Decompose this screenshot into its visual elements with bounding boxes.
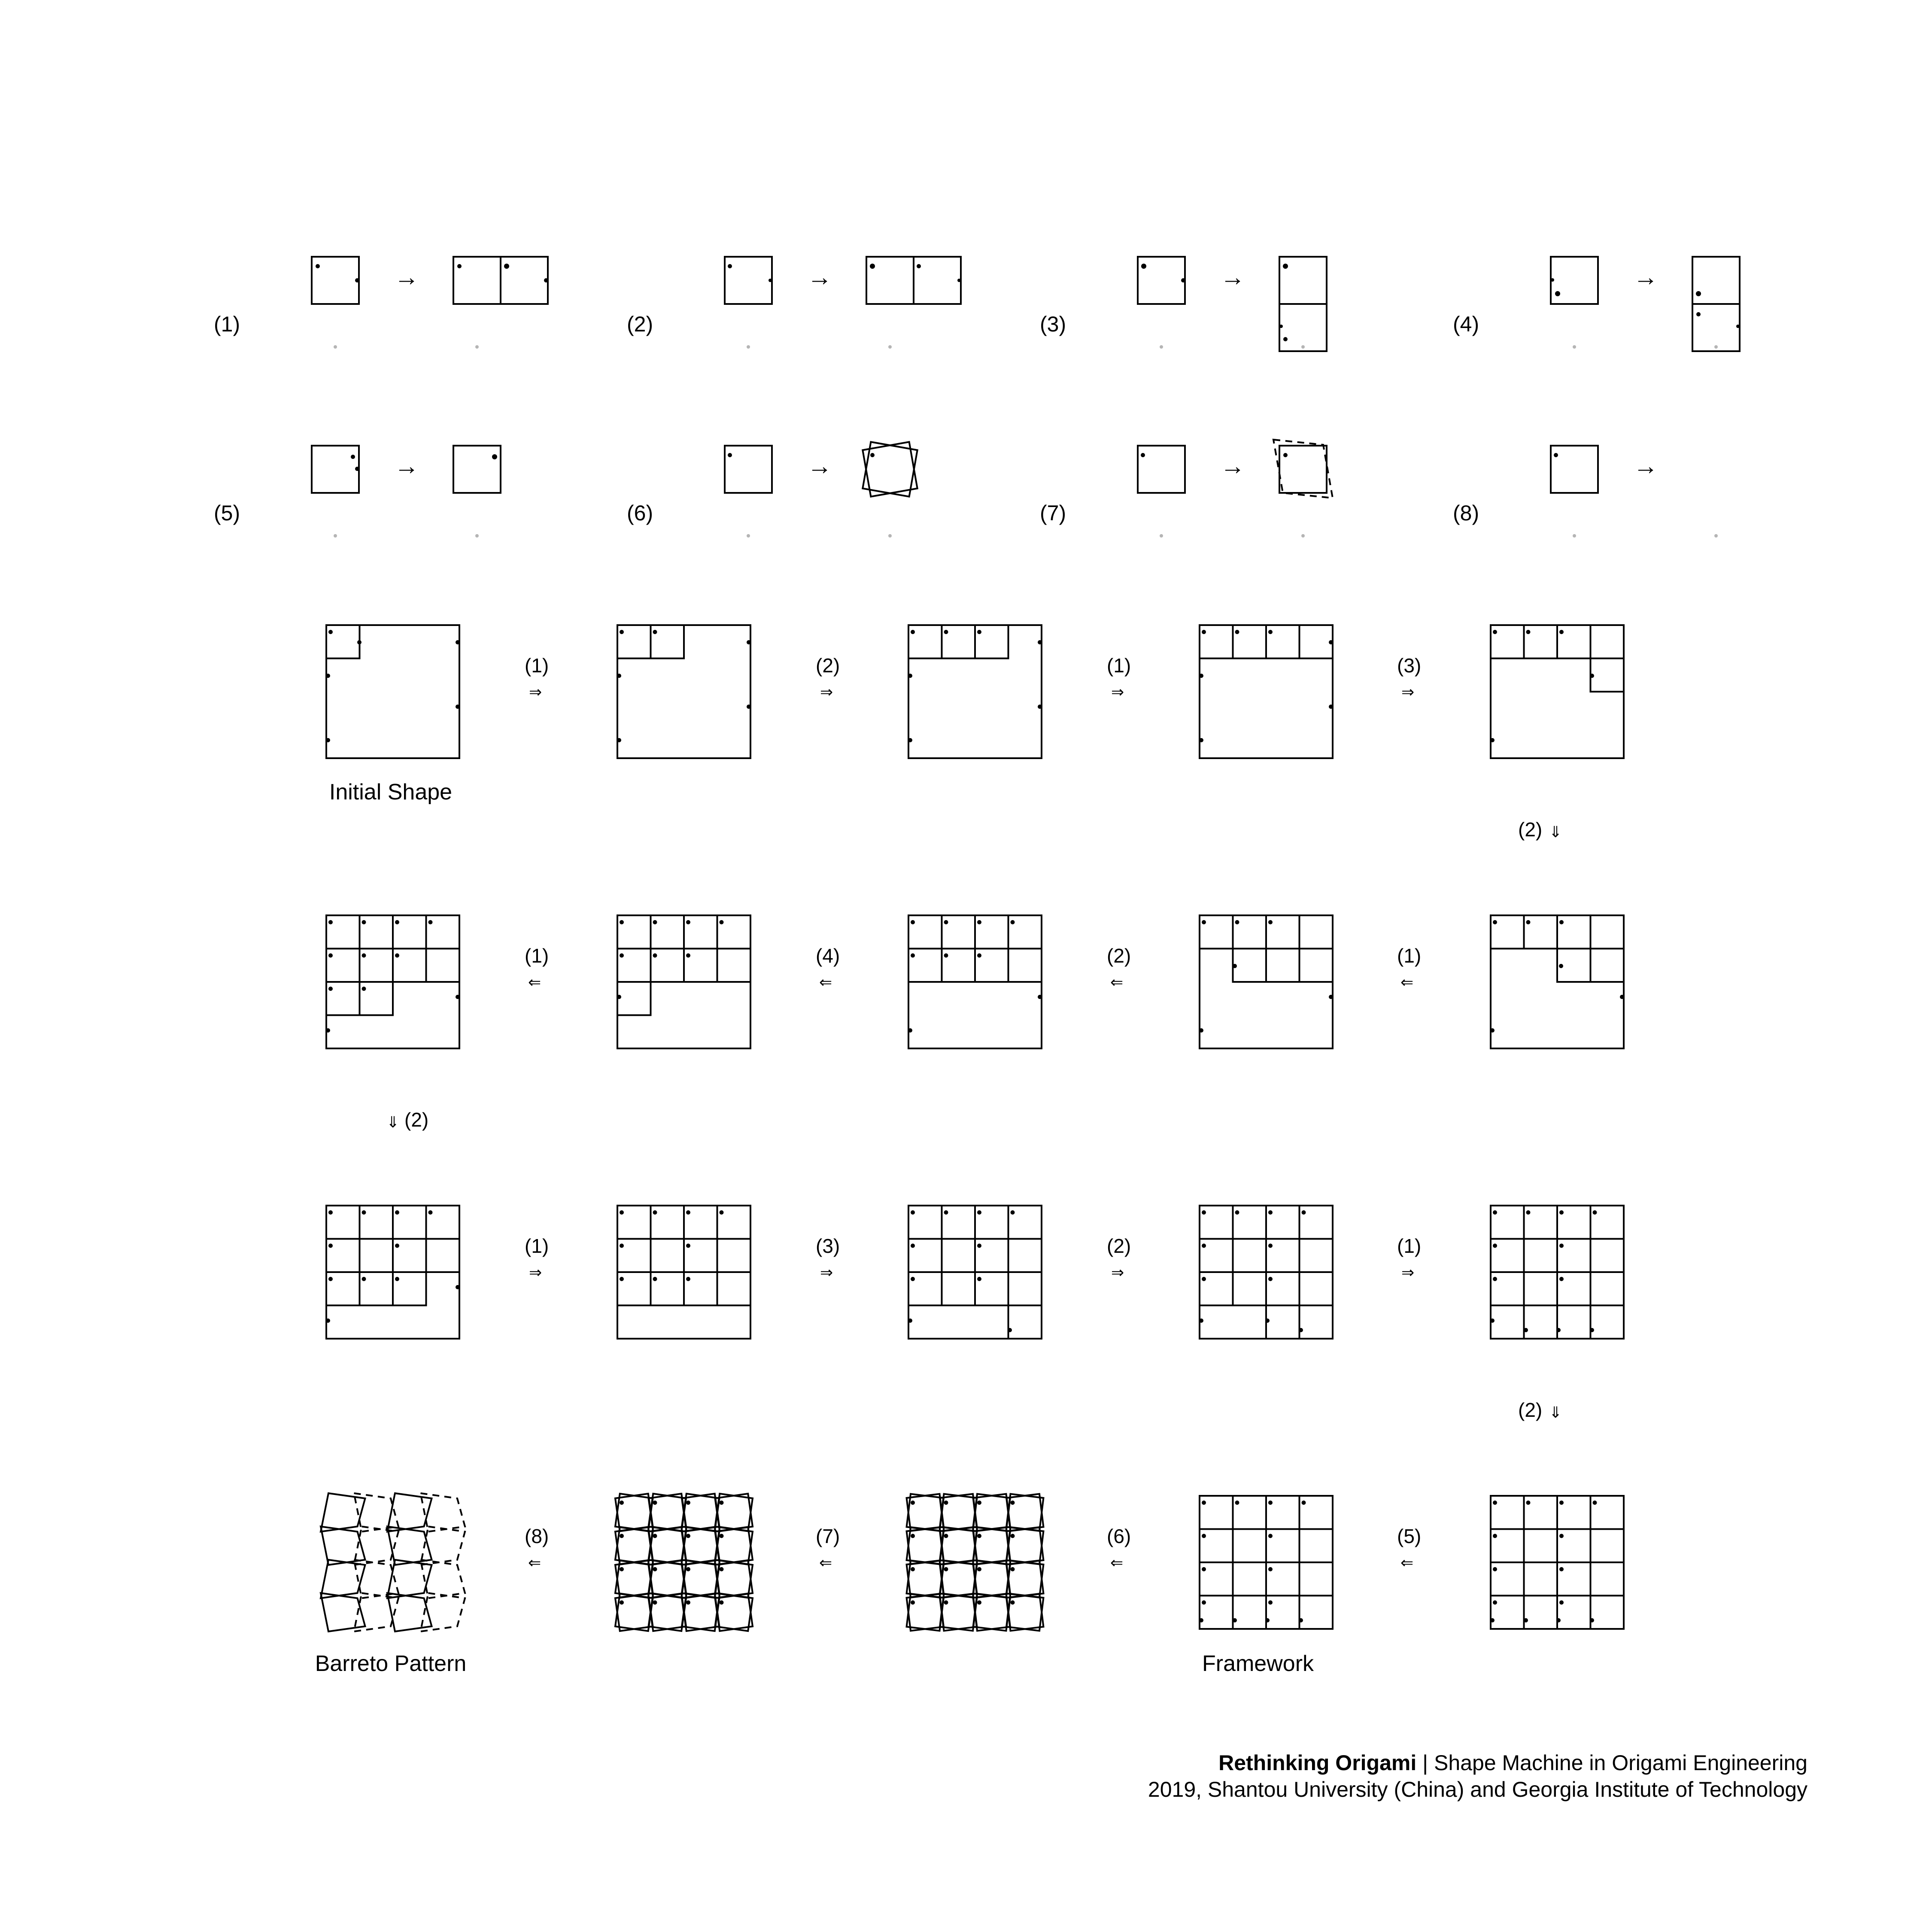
step-arrow-left: ⇐ <box>819 973 832 991</box>
step-label: (1) <box>1397 1235 1422 1257</box>
step-label: (3) <box>816 1235 840 1257</box>
rule-1-marker <box>504 264 509 269</box>
step-arrow-right: ⇒ <box>529 683 542 701</box>
step-arrow-down: ⇓ <box>1549 1403 1562 1421</box>
shape-row4-step3 <box>907 1494 1044 1631</box>
rule-7-square <box>1279 446 1327 493</box>
rule-7 <box>1040 440 1333 538</box>
step-arrow-right: ⇒ <box>1111 1264 1124 1281</box>
step-arrow-left: ⇐ <box>528 1554 541 1571</box>
rule-label-2: (2) <box>627 312 653 336</box>
row2-to-row3-transition <box>386 1109 428 1131</box>
rule-label-5: (5) <box>214 501 240 525</box>
step-arrow-right: ⇒ <box>1401 683 1415 701</box>
step-label: (1) <box>1107 654 1131 677</box>
rule-6 <box>627 442 917 538</box>
title-separator: | <box>1416 1751 1434 1775</box>
rule-4-left-square <box>1551 257 1598 304</box>
rule-4 <box>1453 257 1740 351</box>
shape-row2-step2 <box>1199 915 1333 1048</box>
shape-initial <box>326 625 460 758</box>
step-label: (4) <box>816 945 840 967</box>
step-arrow-left: ⇐ <box>528 973 541 991</box>
caption-initial-shape: Initial Shape <box>329 780 453 805</box>
transition-label: (2) <box>1518 1399 1543 1421</box>
row1-steps <box>525 654 1421 701</box>
row1-to-row2-transition <box>1518 818 1562 841</box>
rule-1-arrow: → <box>394 263 419 291</box>
step-label: (1) <box>1397 945 1422 967</box>
rule-1-marker <box>457 264 462 268</box>
rule-5-arrow: → <box>394 452 419 480</box>
shape-row4-step4 <box>615 1494 753 1631</box>
rule-1-marker <box>355 278 359 283</box>
row2-steps <box>525 945 1421 991</box>
row3-steps <box>525 1235 1421 1281</box>
rule-8-arrow: → <box>1633 452 1658 480</box>
shape-row1-step4 <box>1199 625 1333 758</box>
rule-5-right-square <box>453 446 501 493</box>
rule-6-left-square <box>725 446 772 493</box>
transition-label: (2) <box>404 1109 429 1131</box>
caption-barreto-pattern: Barreto Pattern <box>315 1651 467 1676</box>
shape-row3-step2 <box>617 1206 750 1339</box>
shape-row1-step5 <box>1490 625 1624 758</box>
rule-3-arrow: → <box>1220 263 1245 291</box>
rule-label-3: (3) <box>1040 312 1066 336</box>
shape-framework <box>1199 1496 1333 1629</box>
step-arrow-left: ⇐ <box>1400 1554 1414 1571</box>
step-arrow-left: ⇐ <box>1400 973 1414 991</box>
step-arrow-left: ⇐ <box>1110 973 1124 991</box>
step-arrow-left: ⇐ <box>1110 1554 1124 1571</box>
footer-credits <box>1148 1750 1807 1803</box>
shape-row3-step5 <box>1490 1206 1624 1339</box>
step-arrow-right: ⇒ <box>1111 683 1124 701</box>
step-label: (1) <box>525 1235 549 1257</box>
transition-label: (2) <box>1518 818 1543 841</box>
rule-6-rotated-square <box>863 442 917 496</box>
shape-row4-step1 <box>1490 1496 1624 1629</box>
rule-label-4: (4) <box>1453 312 1479 336</box>
rule-1 <box>214 257 548 349</box>
rule-2 <box>627 257 961 349</box>
step-label: (2) <box>816 654 840 677</box>
shape-row2-step1 <box>1490 915 1624 1048</box>
rule-8-left-square <box>1551 446 1598 493</box>
shape-row2-step4 <box>617 915 750 1048</box>
rule-label-8: (8) <box>1453 501 1479 525</box>
step-label: (7) <box>816 1525 840 1547</box>
step-arrow-right: ⇒ <box>529 1264 542 1281</box>
step-label: (6) <box>1107 1525 1131 1547</box>
shape-row3-step3 <box>908 1206 1042 1339</box>
rule-4-arrow: → <box>1633 263 1658 291</box>
rule-5-left-square <box>312 446 359 493</box>
step-arrow-right: ⇒ <box>820 1264 833 1281</box>
rule-3-left-square <box>1138 257 1185 304</box>
shape-barreto-pattern <box>321 1493 465 1631</box>
step-label: (1) <box>525 945 549 967</box>
step-label: (8) <box>525 1525 549 1547</box>
step-arrow-down: ⇓ <box>1549 823 1562 841</box>
caption-framework: Framework <box>1202 1651 1314 1676</box>
rule-label-6: (6) <box>627 501 653 525</box>
step-arrow-right: ⇒ <box>820 683 833 701</box>
rule-1-marker <box>316 264 320 268</box>
rule-label-1: (1) <box>214 312 240 336</box>
step-label: (1) <box>525 654 549 677</box>
rule-2-arrow: → <box>807 263 832 291</box>
derivation-sequence <box>321 625 1624 1631</box>
step-arrow-right: ⇒ <box>1401 1264 1415 1281</box>
project-subtitle: Shape Machine in Origami Engineering <box>1434 1751 1807 1775</box>
rule-7-arrow: → <box>1220 452 1245 480</box>
shape-row1-step2 <box>617 625 751 758</box>
rule-1-marker <box>544 278 548 283</box>
shape-row3-step1 <box>326 1206 460 1339</box>
step-label: (2) <box>1107 1235 1131 1257</box>
step-arrow-left: ⇐ <box>819 1554 832 1571</box>
shape-row2-step3 <box>908 915 1042 1048</box>
rule-5 <box>214 446 501 538</box>
rule-6-arrow: → <box>807 452 832 480</box>
shape-row1-step3 <box>908 625 1042 758</box>
rule-1-left-square <box>312 257 359 304</box>
rule-6-rotated-square <box>863 442 917 496</box>
row3-to-row4-transition <box>1518 1399 1562 1421</box>
step-label: (3) <box>1397 654 1422 677</box>
shape-row3-step4 <box>1199 1206 1333 1339</box>
shape-row2-step5 <box>326 915 460 1048</box>
step-label: (5) <box>1397 1525 1422 1547</box>
step-label: (2) <box>1107 945 1131 967</box>
footer-line-2: 2019, Shantou University (China) and Georgia Institute of Technology <box>1148 1777 1807 1801</box>
rule-7-left-square <box>1138 446 1185 493</box>
rule-3 <box>1040 257 1327 351</box>
rule-7-dashed-square <box>1273 440 1333 498</box>
rule-label-7: (7) <box>1040 501 1066 525</box>
rule-2-left-square <box>725 257 772 304</box>
rule-8 <box>1453 446 1718 538</box>
footer-line-1 <box>1148 1750 1807 1776</box>
project-title: Rethinking Origami <box>1218 1751 1417 1775</box>
step-arrow-down: ⇓ <box>386 1113 400 1131</box>
